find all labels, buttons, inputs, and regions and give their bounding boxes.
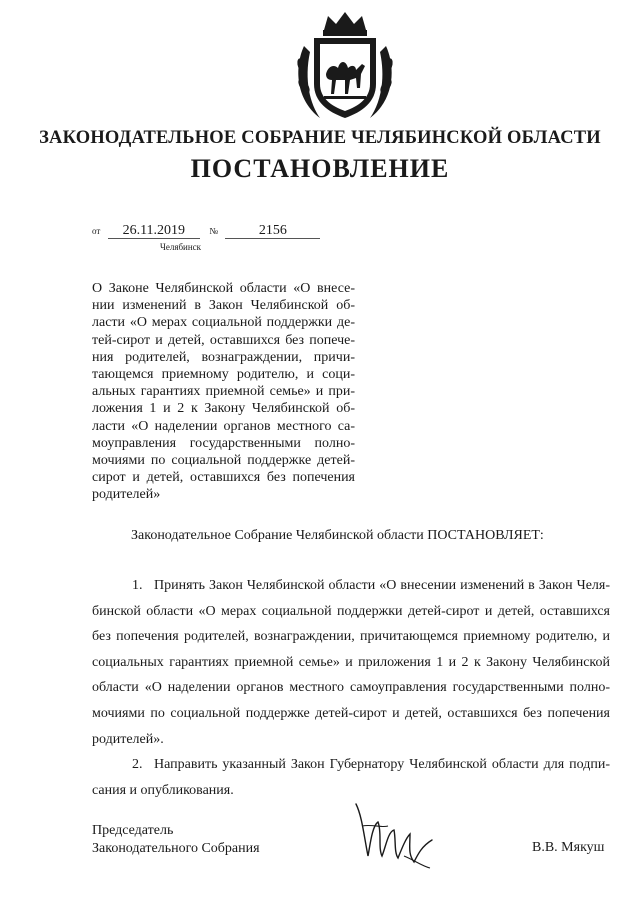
- subject-line: сирот и детей, оставшихся без попечения: [92, 470, 355, 486]
- point-number: 1.: [132, 578, 143, 593]
- document-number: 2156: [225, 223, 320, 239]
- subject-line: О Законе Челябинской области «О внесе-: [92, 281, 355, 296]
- point-line: 2. Направить указанный Закон Губернатору Челябинской области для подпи-: [92, 752, 610, 778]
- crown-icon: [323, 12, 367, 36]
- point-number: 2.: [132, 757, 143, 773]
- point-line: социальных гарантиях приемной семье» и приложения 1 и 2 к Закону Челябинской: [92, 654, 610, 670]
- subject-line: тей-сирот и детей, оставшихся без попече-: [92, 332, 355, 348]
- subject-line: ложения 1 и 2 к Закону Челябинской об-: [92, 401, 355, 417]
- subject-line: ния родителей, вознаграждении, причи-: [92, 349, 355, 365]
- document-type-title: ПОСТАНОВЛЕНИЕ: [190, 154, 450, 183]
- subject-line: альных гарантиях приемной семье» и при-: [92, 384, 355, 400]
- handwritten-signature-icon: [348, 796, 438, 871]
- point-line: без попечения родителей, вознаграждении, причитающемся приемному родителю, и: [92, 629, 610, 645]
- signer-title-line: Председатель: [92, 823, 174, 838]
- subject-line: ласти «О мерах социальной поддержки де-: [92, 315, 355, 331]
- document-meta: [92, 223, 320, 239]
- subject-line: тающемся приемному родителю, и соци-: [92, 367, 355, 383]
- point-line: 1. Принять Закон Челябинской области «О внесении изменений в Закон Челя-: [92, 573, 610, 599]
- subject-line: моуправления государственными полно-: [92, 435, 355, 451]
- resolves-statement: Законодательное Собрание Челябинской области ПОСТАНОВЛЯЕТ:: [131, 528, 544, 543]
- document-date: 26.11.2019: [108, 223, 200, 239]
- signer-title-line: Законодательного Собрания: [92, 841, 260, 856]
- number-prefix: №: [209, 226, 218, 236]
- point-line: бинской области «О мерах социальной поддержки детей-сирот и детей, оставшихся: [92, 603, 610, 619]
- point-line: родителей».: [92, 731, 164, 747]
- subject-line: нии изменений в Закон Челябинской об-: [92, 298, 355, 314]
- subject-line: родителей»: [92, 487, 161, 503]
- organization-title: ЗАКОНОДАТЕЛЬНОЕ СОБРАНИЕ ЧЕЛЯБИНСКОЙ ОБЛАСТИ: [39, 128, 601, 148]
- subject-line: мочиями по социальной поддержке детей-: [92, 453, 355, 469]
- coat-of-arms-icon: [290, 8, 400, 126]
- signer-title: [92, 822, 260, 858]
- document-city: Челябинск: [160, 242, 202, 252]
- document-subject: [92, 280, 355, 504]
- subject-line: ласти «О наделении органов местного са-: [92, 418, 355, 434]
- point-line: сания и опубликования.: [92, 782, 234, 798]
- point-line: области «О наделении органов местного самоуправления государственными полно-: [92, 680, 610, 696]
- date-prefix: от: [92, 226, 101, 236]
- signer-name: В.В. Мякуш: [532, 840, 605, 855]
- resolution-points: [92, 573, 610, 803]
- point-line: мочиями по социальной поддержке детей-сирот и детей, оставшихся без попечения: [92, 705, 610, 721]
